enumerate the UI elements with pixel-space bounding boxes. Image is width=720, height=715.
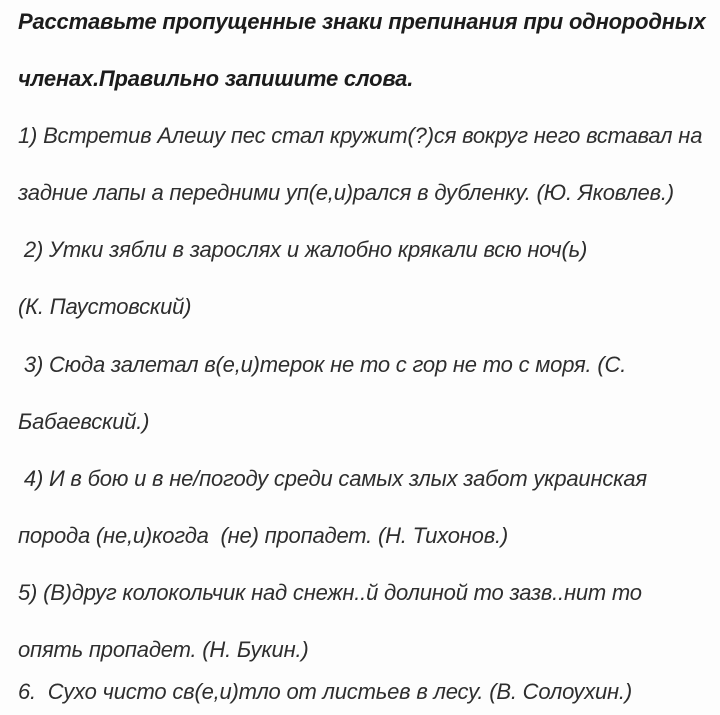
sentence-2-line-1: 2) Утки зябли в зарослях и жалобно крякали всю ноч(ь) (18, 237, 588, 262)
sentence-1-line-1: 1) Встретив Алешу пес стал кружит(?)ся вокруг него вставал на (18, 123, 703, 148)
sentence-6-line-1: 6. Сухо чисто св(е,и)тло от листьев в лесу. (В. Солоухин.) (18, 679, 632, 704)
sentence-2-line-2: (К. Паустовский) (18, 294, 192, 319)
sentence-4-line-1: 4) И в бою и в не/погоду среди самых злых забот украинская (18, 466, 647, 491)
sentence-4-line-2: порода (не,и)когда (не) пропадет. (Н. Тихонов.) (18, 523, 509, 548)
sentence-5-line-1: 5) (В)друг колокольчик над снежн..й долиной то зазв..нит то (18, 580, 642, 605)
task-heading-line-1: Расставьте пропущенные знаки препинания при однородных (18, 9, 706, 34)
sentence-3-line-1: 3) Сюда залетал в(е,и)терок не то с гор не то с моря. (С. (18, 352, 627, 377)
task-heading-line-2: членах.Правильно запишите слова. (18, 66, 414, 91)
sentence-5-line-2: опять пропадет. (Н. Букин.) (18, 637, 309, 662)
sentence-3-line-2: Бабаевский.) (18, 409, 150, 434)
sentence-1-line-2: задние лапы а передними уп(е,и)рался в дубленку. (Ю. Яковлев.) (18, 180, 674, 205)
